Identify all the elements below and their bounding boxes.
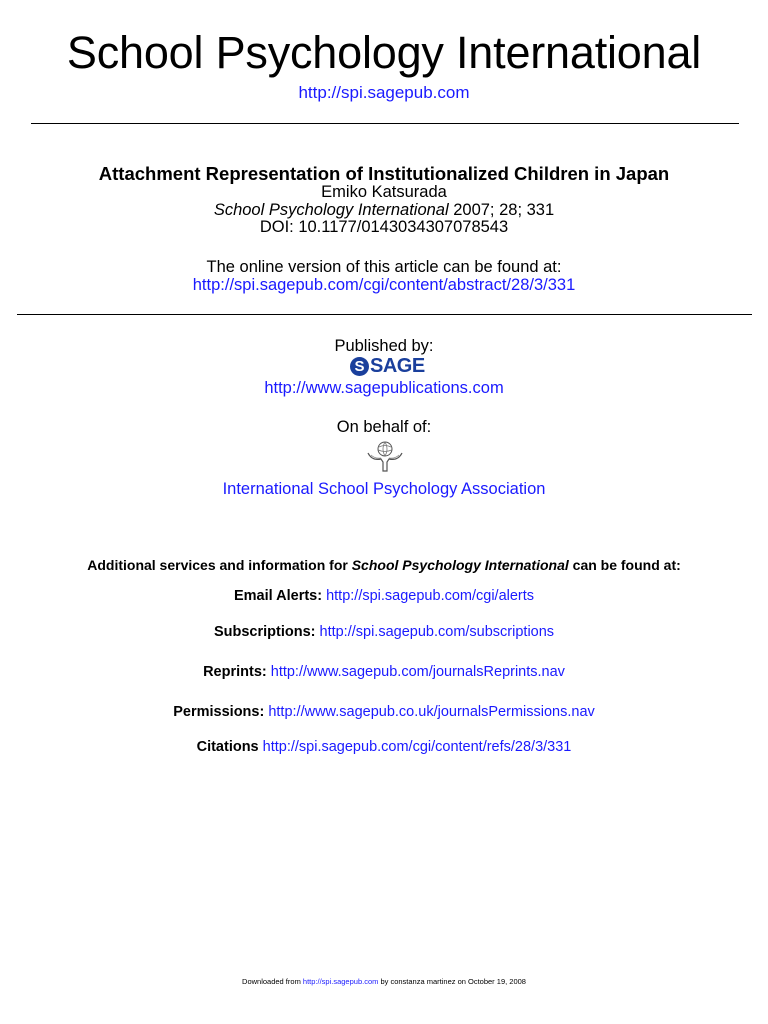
article-author: Emiko Katsurada (321, 183, 447, 201)
service-label: Email Alerts: (233, 588, 323, 604)
sage-logo-word: SAGE (370, 355, 425, 377)
reprints-link[interactable]: http://www.sagepub.com/journalsReprints.nav (270, 664, 565, 680)
citation-journal: School Psychology International (213, 201, 449, 219)
service-label: Reprints: (203, 664, 267, 680)
email-alerts-link[interactable]: http://spi.sagepub.com/cgi/alerts (326, 588, 535, 604)
services-heading (0, 556, 768, 574)
sage-logo[interactable] (350, 355, 425, 377)
online-version-link[interactable]: http://spi.sagepub.com/cgi/content/abstract/28/3/331 (192, 276, 576, 294)
article-doi: DOI: 10.1177/0143034307078543 (259, 218, 509, 236)
service-label: Citations (196, 739, 259, 755)
online-version-row (0, 275, 768, 295)
permissions-link[interactable]: http://www.sagepub.co.uk/journalsPermissions.nav (268, 704, 595, 720)
citation-details: 2007; 28; 331 (448, 201, 555, 219)
service-row-reprints (0, 663, 768, 681)
article-title: Attachment Representation of Institutionalized Children in Japan (98, 163, 670, 184)
ispa-link[interactable]: International School Psychology Association (222, 480, 546, 498)
journal-url-link[interactable]: http://spi.sagepub.com (298, 83, 470, 102)
publisher-url-row (0, 378, 768, 398)
footer-url-link[interactable]: http://spi.sagepub.com (302, 977, 379, 986)
footer-suffix: by constanza martinez on October 19, 2008 (378, 977, 526, 986)
service-row-citations (0, 738, 768, 756)
journal-url-row (0, 82, 768, 104)
ispa-logo-icon[interactable] (364, 440, 406, 474)
on-behalf-label: On behalf of: (336, 418, 432, 436)
published-by-label: Published by: (334, 337, 434, 355)
journal-title: School Psychology International (66, 27, 702, 78)
top-divider (31, 123, 739, 124)
services-heading-prefix: Additional services and information for (87, 557, 352, 573)
footer-prefix: Downloaded from (242, 977, 303, 986)
service-row-subscriptions (0, 623, 768, 641)
online-version-label: The online version of this article can be found at: (206, 258, 562, 276)
middle-divider (17, 314, 752, 315)
citations-link[interactable]: http://spi.sagepub.com/cgi/content/refs/28/3/331 (262, 739, 572, 755)
services-heading-suffix: can be found at: (568, 557, 681, 573)
publisher-url-link[interactable]: http://www.sagepublications.com (264, 379, 504, 397)
subscriptions-link[interactable]: http://spi.sagepub.com/subscriptions (319, 624, 555, 640)
services-heading-journal: School Psychology International (351, 557, 569, 573)
service-row-permissions (0, 703, 768, 721)
sage-logo-circle-icon: S (350, 357, 369, 376)
service-label: Subscriptions: (213, 624, 316, 640)
ispa-row (0, 479, 768, 499)
service-row-email-alerts (0, 587, 768, 605)
download-footer (0, 977, 768, 987)
service-label: Permissions: (173, 704, 265, 720)
